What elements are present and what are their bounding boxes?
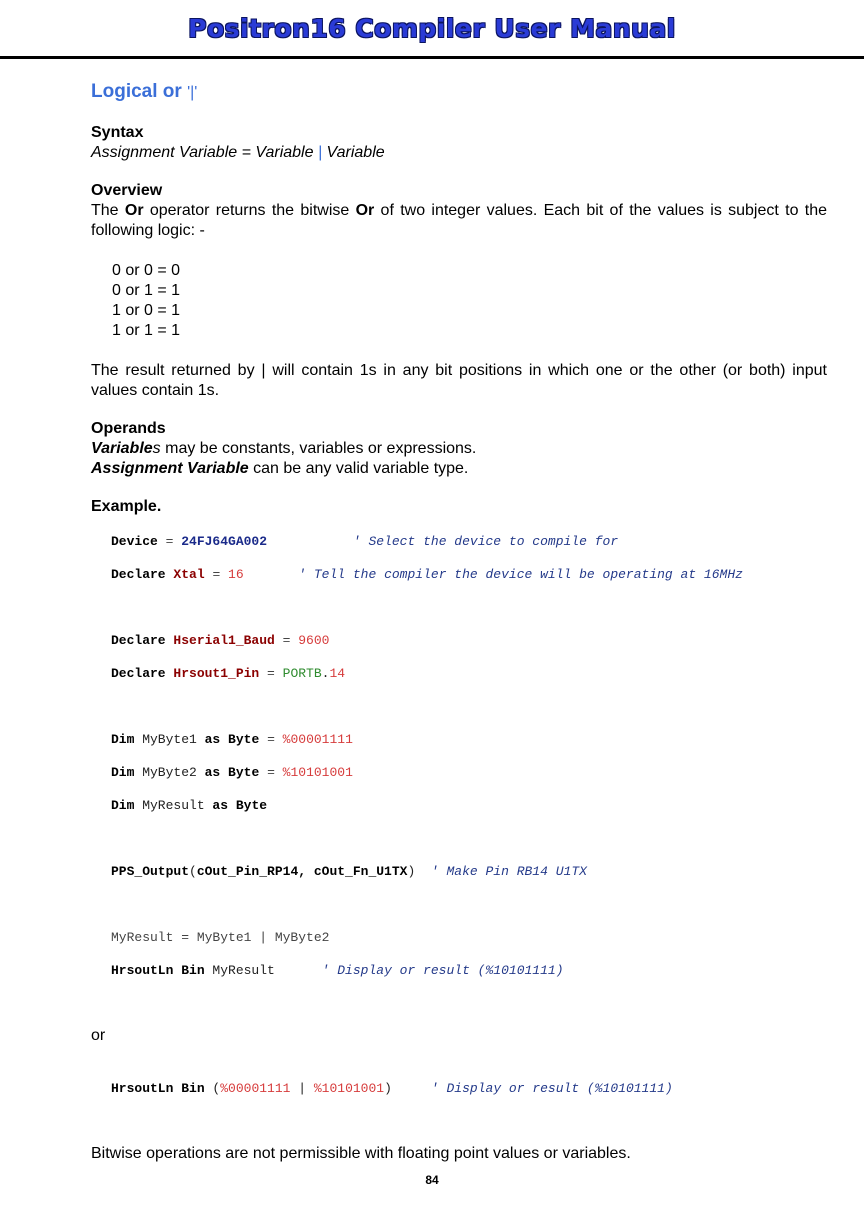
section-title <box>91 80 827 105</box>
code-token: Declare <box>111 632 166 648</box>
code-token: Hserial1_Baud <box>173 632 275 648</box>
code-blank-line <box>111 831 827 848</box>
code-token: Dim <box>111 797 135 813</box>
operands-variable-text: may be constants, variables or expressions. <box>160 440 477 457</box>
truth-row: 0 or 1 = 1 <box>112 282 181 299</box>
code-line <box>111 930 827 947</box>
operands-assignment <box>91 459 827 479</box>
code-token <box>415 864 431 879</box>
overview-label: Overview <box>91 182 163 199</box>
overview-text-3: of two integer values. Each bit of the values is subject to the following logic: - <box>91 202 828 239</box>
code-token: MyResult <box>204 962 275 978</box>
code-token <box>220 765 228 780</box>
code-token <box>267 534 353 549</box>
code-token: . <box>321 665 330 681</box>
operands-assignment-text: can be any valid variable type. <box>248 460 469 477</box>
truth-row: 0 or 0 = 0 <box>112 262 181 279</box>
page-header <box>0 0 864 60</box>
code-line <box>111 963 827 980</box>
syntax-label: Syntax <box>91 124 144 141</box>
or-separator: or <box>91 1027 106 1044</box>
code-token: ' Display or result (%10101111) <box>430 1080 673 1096</box>
page-number: 84 <box>425 1173 439 1187</box>
code-token: ) <box>384 1080 392 1096</box>
code-token: %10101001 <box>282 764 353 780</box>
syntax-part2: Variable <box>322 144 385 161</box>
code-line <box>111 798 827 815</box>
code-blank-line <box>111 897 827 914</box>
operands-variable-term: Variable <box>91 440 153 457</box>
truth-row: 1 or 0 = 1 <box>112 302 181 319</box>
code-token: as <box>204 731 221 747</box>
code-token: ' Display or result (%10101111) <box>321 962 564 978</box>
code-token: ' Make Pin RB14 U1TX <box>430 863 587 879</box>
code-line <box>111 534 827 551</box>
code-token: PORTB <box>282 665 322 681</box>
code-token: Device <box>111 533 158 549</box>
code-token: Declare <box>111 566 166 582</box>
overview-bold-or-2: Or <box>355 202 375 219</box>
operands-variables <box>91 439 827 459</box>
code-token <box>228 798 236 813</box>
code-token: = <box>259 731 283 747</box>
overview-text-2: operator returns the bitwise <box>143 202 356 219</box>
code-token: cOut_Pin_RP14, cOut_Fn_U1TX <box>196 863 408 879</box>
code-token: %10101001 <box>313 1080 385 1096</box>
header-divider <box>0 56 864 59</box>
operands-assignment-term: Assignment Variable <box>91 460 249 477</box>
result-description: The result returned by | will contain 1s in any bit positions in which one or the other (or both) input values contain 1s. <box>91 362 827 399</box>
code-line <box>111 765 827 782</box>
code-blank-line <box>111 699 827 716</box>
code-token: ( <box>204 1080 221 1096</box>
code-token: HrsoutLn Bin <box>111 1080 205 1096</box>
code-token: = <box>259 665 283 681</box>
code-token <box>220 732 228 747</box>
code-token: MyByte1 <box>134 731 205 747</box>
code-token: ( <box>189 863 197 879</box>
code-token: 14 <box>329 665 346 681</box>
code-line <box>111 732 827 749</box>
code-token <box>392 1081 431 1096</box>
code-token: Byte <box>235 797 268 813</box>
overview-text <box>91 201 827 241</box>
code-token: ' Tell the compiler the device will be operating at 16MHz <box>298 566 743 582</box>
code-token: %00001111 <box>282 731 353 747</box>
operands-variable-suffix: s <box>152 440 161 457</box>
code-token: MyResult = MyByte1 | MyByte2 <box>111 929 330 945</box>
section-title-text: Logical or <box>91 81 182 102</box>
code-example-alt <box>111 1064 827 1130</box>
syntax-operator: | <box>317 144 323 161</box>
code-token: Hrsout1_Pin <box>173 665 260 681</box>
code-token: = <box>157 533 182 549</box>
operands-label: Operands <box>91 420 166 437</box>
code-token: ' Select the device to compile for <box>352 533 619 549</box>
code-token: Xtal <box>173 566 205 582</box>
syntax-line <box>91 143 827 163</box>
code-token: Declare <box>111 665 166 681</box>
code-line <box>111 666 827 683</box>
code-token: Dim <box>111 764 135 780</box>
code-token: MyByte2 <box>134 764 205 780</box>
code-token: ) <box>407 863 416 879</box>
code-line <box>111 633 827 650</box>
code-blank-line <box>111 600 827 617</box>
code-token: 24FJ64GA002 <box>181 533 268 549</box>
code-token <box>244 567 299 582</box>
syntax-part1: Assignment Variable = Variable <box>91 144 318 161</box>
code-line <box>111 864 827 881</box>
code-token: Byte <box>228 731 260 747</box>
code-token: as <box>204 764 221 780</box>
code-example <box>111 517 827 1012</box>
code-token: 16 <box>228 566 244 582</box>
code-token: %00001111 <box>220 1080 291 1096</box>
section-title-symbol: '|' <box>187 84 198 101</box>
footer-note: Bitwise operations are not permissible with floating point values or variables. <box>91 1145 631 1162</box>
code-token: HrsoutLn Bin <box>111 962 205 978</box>
truth-table <box>112 261 827 341</box>
code-token: = <box>274 632 299 648</box>
code-token: = <box>259 764 283 780</box>
page-content <box>91 80 827 1164</box>
manual-title: Positron16 Compiler User Manual <box>188 14 676 43</box>
code-token: MyResult <box>134 797 213 813</box>
code-token: 9600 <box>298 632 330 648</box>
truth-row: 1 or 1 = 1 <box>112 322 181 339</box>
code-line <box>111 567 827 584</box>
code-token: as <box>212 797 229 813</box>
code-token: Dim <box>111 731 135 747</box>
overview-bold-or-1: Or <box>124 202 144 219</box>
code-token: Byte <box>228 764 260 780</box>
code-token: PPS_Output <box>111 863 190 879</box>
code-token: | <box>290 1080 314 1096</box>
code-token: = <box>204 566 229 582</box>
code-line <box>111 1081 827 1098</box>
code-token <box>275 963 322 978</box>
overview-text-1: The <box>91 202 125 219</box>
example-label: Example. <box>91 498 162 515</box>
